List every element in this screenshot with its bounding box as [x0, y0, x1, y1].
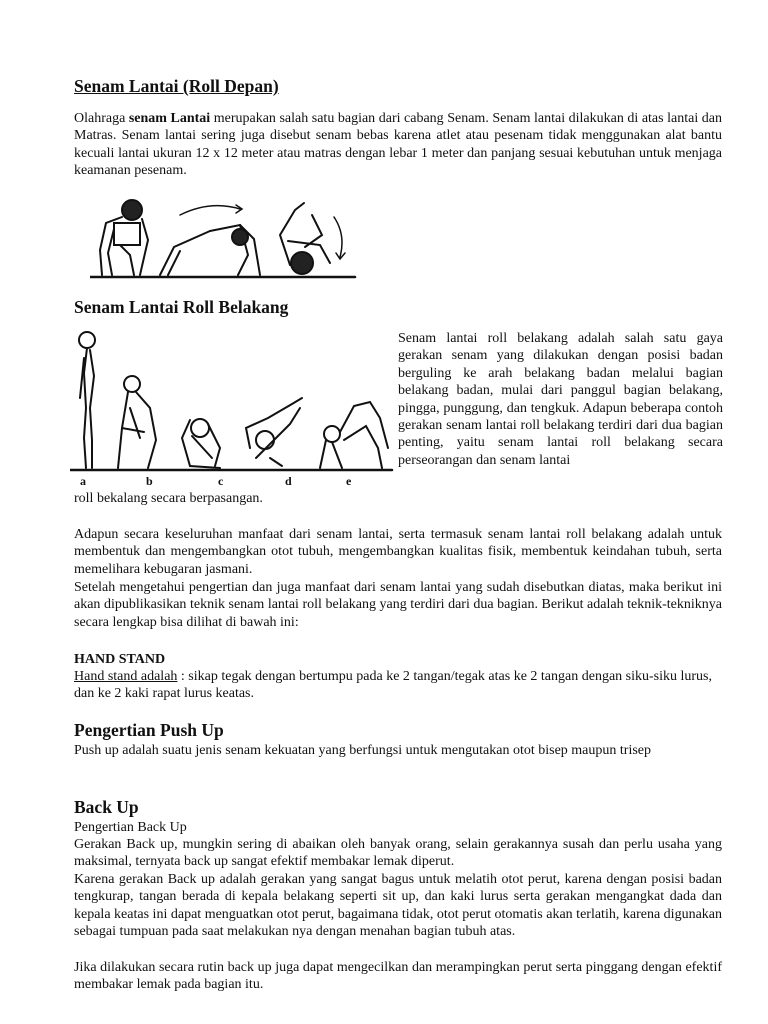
intro-pre: Olahraga [74, 111, 129, 126]
backup-paragraph-2: Karena gerakan Back up adalah gerakan yang sangat bagus untuk melatih otot perut, karena dengan posisi badan tengkurap, tangan berada di kepala belakang seperti sit up, dan kaki lurus serta gerakan mengangkat dada dan kepala keatas ini dapat menguatkan otot perut, bagaimana tidak, otot perut otomatis akan terlatih, karena digunakan sebagai tumpuan pada saat melakukan nya dengan menahan bagian tubuh atas. [74, 872, 722, 940]
intro-paragraph [74, 110, 722, 180]
handstand-heading: HAND STAND [74, 652, 166, 667]
teknik-paragraph: Setelah mengetahui pengertian dan juga manfaat dari senam lantai yang sudah disebutkan diatas, maka berikut ini akan dipublikasikan teknik senam lantai roll belakang yang terdiri dari dua bagian. Berikut adalah teknik-tekniknya secara lengkap bisa dilihat di bawah ini: [74, 580, 722, 630]
backup-paragraph-1: Gerakan Back up, mungkin sering di abaikan oleh banyak orang, selain gerakannya susah dan perlu usaha yang maksimal, ternyata back up sangat efektif membakar lemak diperut. [74, 837, 722, 870]
handstand-definition [74, 668, 714, 703]
backup-subtitle: Pengertian Back Up [74, 820, 187, 835]
pushup-title: Pengertian Push Up [74, 720, 224, 740]
intro-post: merupakan salah satu bagian dari cabang Senam. Senam lantai dilakukan di atas lantai dan Matras. Senam lantai sering juga disebut senam bebas karena atlet atau pesenam tidak menggunakan alat bantu kecuali lantai ukuran 12 x 12 meter atau matras dengan lebar 1 meter dan panjang sesuai kebutuhan untuk menjaga keamanan pesenam. [74, 111, 722, 179]
intro-bold-term: senam Lantai [128, 111, 211, 126]
roll-depan-illustration [90, 195, 360, 285]
figure-label-c: c [218, 474, 224, 488]
section-title-roll-belakang: Senam Lantai Roll Belakang [74, 297, 289, 317]
backup-paragraph-3: Jika dilakukan secara rutin back up juga dapat mengecilkan dan merampingkan perut serta pinggang dengan efektif membakar lemak pada bagian itu. [74, 960, 722, 993]
roll-belakang-illustration [70, 328, 395, 488]
pushup-text: Push up adalah suatu jenis senam kekuatan yang berfungsi untuk mengutakan otot bisep maupun trisep [74, 743, 651, 758]
section-title-roll-depan: Senam Lantai (Roll Depan) [74, 76, 279, 96]
handstand-def-label: Hand stand adalah [74, 669, 178, 684]
manfaat-paragraph: Adapun secara keseluruhan manfaat dari senam lantai, serta termasuk senam lantai roll belakang adalah untuk membentuk dan mengembangkan otot tubuh, mengembangkan kualitas fisik, membentuk keindahan tubuh, serta memelihara kebugaran jasmani. [74, 527, 722, 577]
handstand-def-text: : sikap tegak dengan bertumpu pada ke 2 tangan/tegak atas ke 2 tangan dengan siku-siku lurus, dan ke 2 kaki rapat lurus keatas. [74, 669, 712, 702]
backup-title: Back Up [74, 797, 139, 817]
figure-label-b: b [146, 474, 153, 488]
figure-label-e: e [346, 474, 352, 488]
figure-label-a: a [80, 474, 86, 488]
roll-belakang-tail-text: roll bekalang secara berpasangan. [74, 491, 263, 506]
roll-belakang-side-text: Senam lantai roll belakang adalah salah satu gaya gerakan senam yang dilakukan dengan posisi badan berguling ke arah belakang badan melalui bagian belakang badan, mulai dari panggul bagian belakang, pingga, punggung, dan tengkuk. Adapun beberapa contoh gerakan senam lantai roll belakang terdiri dari dua bagian penting, yaitu senam lantai roll belakang secara perseorangan dan senam lantai [398, 331, 723, 468]
figure-label-d: d [285, 474, 292, 488]
